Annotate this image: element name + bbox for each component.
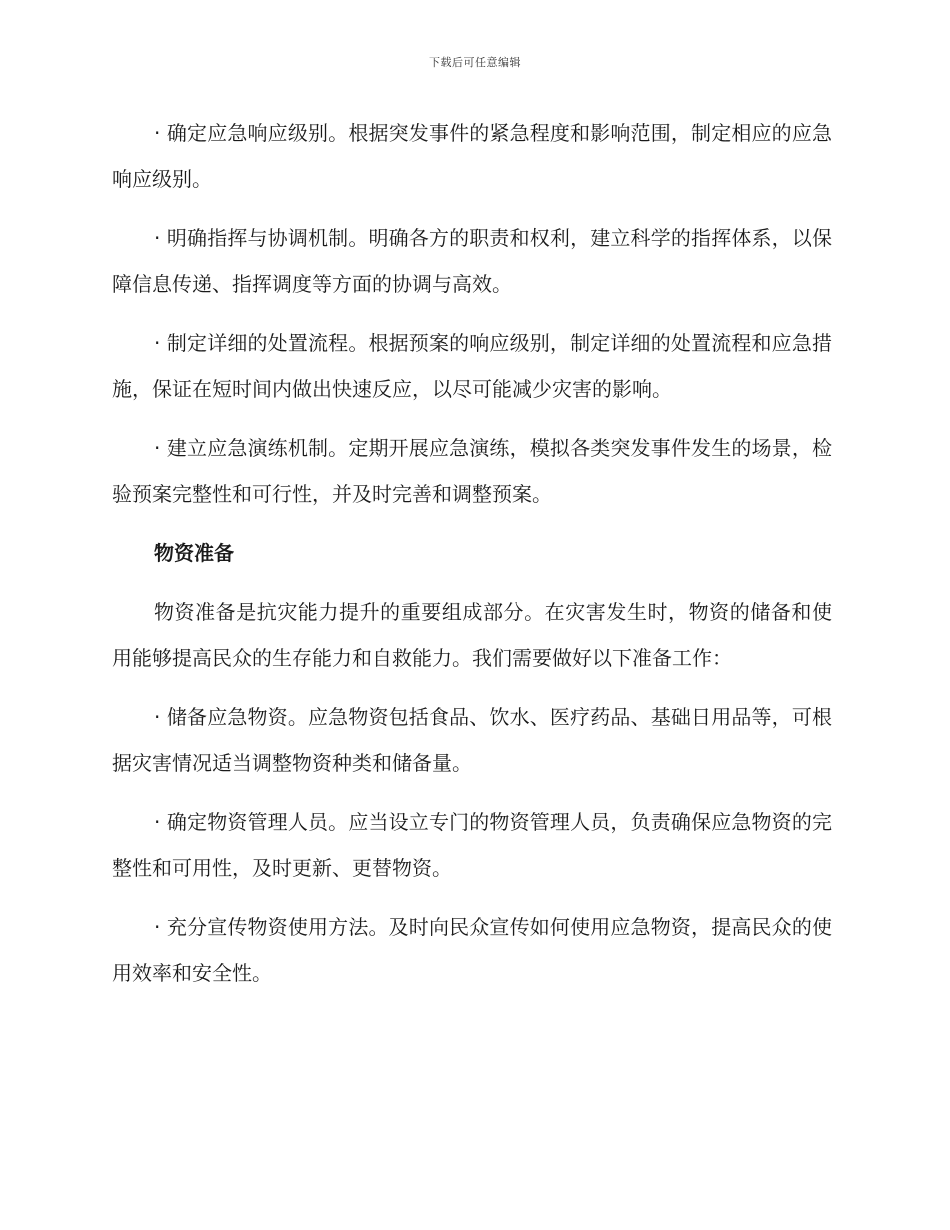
bullet-paragraph: · 明确指挥与协调机制。明确各方的职责和权利，建立科学的指挥体系，以保障信息传递、指挥调度等方面的协调与高效。 <box>112 226 832 296</box>
page-header: 下载后可任意编辑 <box>429 56 521 69</box>
bullet-paragraph: · 建立应急演练机制。定期开展应急演练，模拟各类突发事件发生的场景，检验预案完整性和可行性，并及时完善和调整预案。 <box>112 436 832 506</box>
bullet-paragraph: · 储备应急物资。应急物资包括食品、饮水、医疗药品、基础日用品等，可根据灾害情况适当调整物资种类和储备量。 <box>112 705 832 775</box>
bullet-paragraph: · 确定物资管理人员。应当设立专门的物资管理人员，负责确保应急物资的完整性和可用性，及时更新、更替物资。 <box>112 810 832 880</box>
bullet-paragraph: · 充分宣传物资使用方法。及时向民众宣传如何使用应急物资，提高民众的使用效率和安全性。 <box>112 915 832 985</box>
bullet-paragraph: · 确定应急响应级别。根据突发事件的紧急程度和影响范围，制定相应的应急响应级别。 <box>112 121 832 191</box>
document-body <box>112 110 832 1009</box>
bullet-paragraph: · 制定详细的处置流程。根据预案的响应级别，制定详细的处置流程和应急措施，保证在短时间内做出快速反应，以尽可能减少灾害的影响。 <box>112 331 832 401</box>
section-intro: 物资准备是抗灾能力提升的重要组成部分。在灾害发生时，物资的储备和使用能够提高民众的生存能力和自救能力。我们需要做好以下准备工作： <box>112 600 832 670</box>
section-heading: 物资准备 <box>154 541 234 565</box>
